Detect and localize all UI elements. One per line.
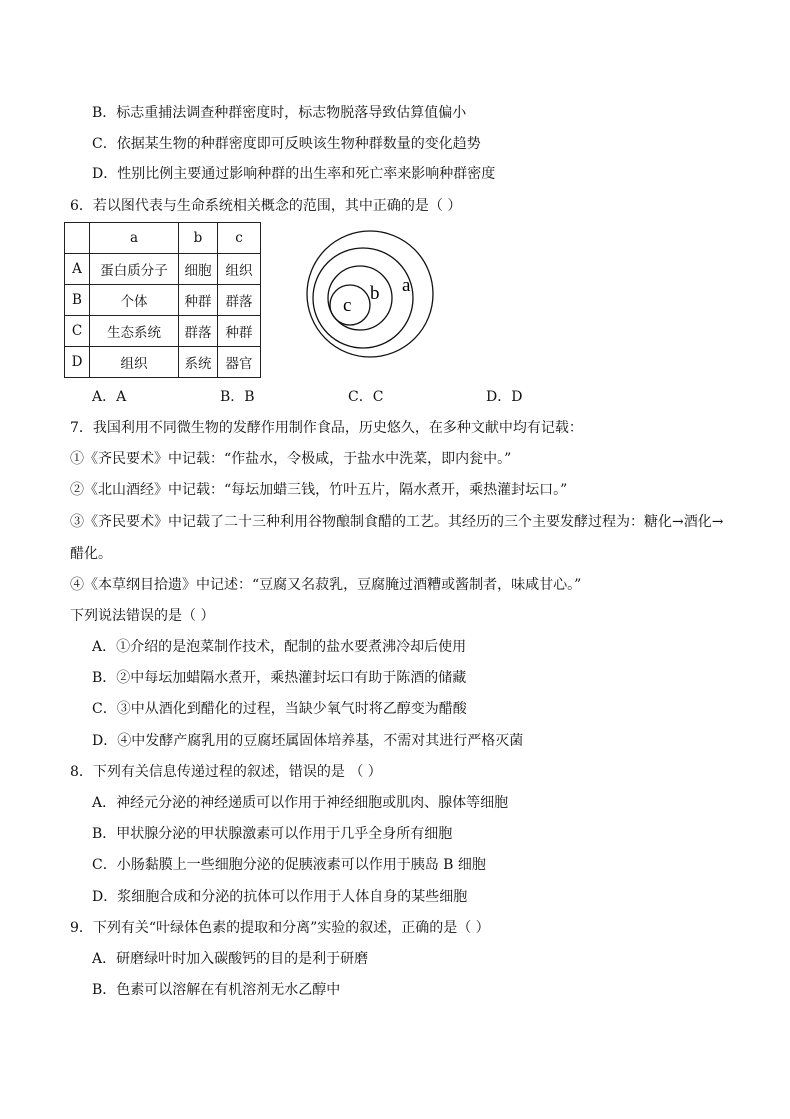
- q7-option-d: D．④中发酵产腐乳用的豆腐坯属固体培养基，不需对其进行严格灭菌: [92, 733, 524, 749]
- table-row: [65, 254, 261, 285]
- q7-item-3-continued: 醋化。: [70, 546, 112, 562]
- q7-item-4: ④《本草纲目拾遗》中记述：“豆腐又名菽乳，豆腐腌过酒糟或酱制者，味咸甘心。”: [70, 577, 582, 593]
- q9-option-a: A．研磨绿叶时加入碳酸钙的目的是利于研磨: [92, 951, 369, 967]
- q7-item-2: ②《北山酒经》中记载：“每坛加蜡三钱，竹叶五片，隔水煮开，乘热灌封坛口。”: [70, 482, 568, 498]
- table-cell: 蛋白质分子: [90, 254, 179, 285]
- q6-choice-d: D．D: [486, 389, 523, 405]
- table-cell: A: [65, 254, 90, 285]
- table-cell: 系统: [179, 347, 218, 378]
- q7-option-b: B．②中每坛加蜡隔水煮开，乘热灌封坛口有助于陈酒的储藏: [92, 670, 467, 686]
- q6-choice-a: A．A: [92, 389, 127, 405]
- q7-option-a: A．①介绍的是泡菜制作技术，配制的盐水要煮沸冷却后使用: [92, 639, 467, 655]
- table-cell: 组织: [90, 347, 179, 378]
- table-cell: 种群: [179, 285, 218, 316]
- q7-item-3: ③《齐民要术》中记载了二十三种利用谷物酿制食醋的工艺。其经历的三个主要发酵过程为：糖化→酒化→: [70, 514, 724, 530]
- q5-option-d: D．性别比例主要通过影响种群的出生率和死亡率来影响种群密度: [92, 166, 496, 182]
- q6-stem: 6．若以图代表与生命系统相关概念的范围，其中正确的是（ ）: [70, 198, 462, 214]
- q7-stem: 7．我国利用不同微生物的发酵作用制作食品，历史悠久，在多种文献中均有记载：: [70, 420, 583, 436]
- q8-option-d: D．浆细胞合成和分泌的抗体可以作用于人体自身的某些细胞: [92, 889, 468, 905]
- q8-stem: 8．下列有关信息传递过程的叙述，错误的是 （ ）: [70, 764, 382, 780]
- table-cell: 组织: [218, 254, 261, 285]
- table-cell: 种群: [218, 316, 261, 347]
- table-cell: B: [65, 285, 90, 316]
- table-cell: D: [65, 347, 90, 378]
- q7-item-1: ①《齐民要术》中记载：“作盐水，令极咸，于盐水中洗菜，即内瓮中。”: [70, 451, 512, 467]
- table-cell: 群落: [218, 285, 261, 316]
- table-header-a: a: [90, 223, 179, 254]
- q8-option-a: A．神经元分泌的神经递质可以作用于神经细胞或肌肉、腺体等细胞: [92, 795, 509, 811]
- q8-option-b: B．甲状腺分泌的甲状腺激素可以作用于几乎全身所有细胞: [92, 826, 453, 842]
- table-cell: [65, 223, 90, 254]
- table-row: [65, 285, 261, 316]
- label-b: b: [370, 283, 380, 304]
- table-cell: 细胞: [179, 254, 218, 285]
- table-cell: 生态系统: [90, 316, 179, 347]
- q5-option-b: B．标志重捕法调查种群密度时，标志物脱落导致估算值偏小: [92, 105, 467, 121]
- table-cell: C: [65, 316, 90, 347]
- q7-option-c: C．③中从酒化到醋化的过程，当缺少氧气时将乙醇变为醋酸: [92, 701, 467, 717]
- q9-stem: 9．下列有关“叶绿体色素的提取和分离”实验的叙述，正确的是（ ）: [70, 920, 490, 936]
- label-c: c: [343, 295, 352, 316]
- table-header-b: b: [179, 223, 218, 254]
- q5-option-c: C．依据某生物的种群密度即可反映该生物种群数量的变化趋势: [92, 136, 481, 152]
- label-a: a: [402, 275, 411, 296]
- q6-table: [64, 222, 261, 378]
- table-header-c: c: [218, 223, 261, 254]
- q6-choice-c: C．C: [348, 389, 384, 405]
- q7-question: 下列说法错误的是（ ）: [70, 608, 215, 624]
- table-cell: 器官: [218, 347, 261, 378]
- q6-choice-b: B．B: [220, 389, 255, 405]
- q8-option-c: C．小肠黏膜上一些细胞分泌的促胰液素可以作用于胰岛 B 细胞: [92, 857, 486, 873]
- table-row: [65, 316, 261, 347]
- table-header-row: [65, 223, 261, 254]
- table-row: [65, 347, 261, 378]
- nested-circles-diagram: [305, 223, 437, 365]
- table-cell: 个体: [90, 285, 179, 316]
- q6-choices: [92, 386, 552, 404]
- q9-option-b: B．色素可以溶解在有机溶剂无水乙醇中: [92, 982, 341, 998]
- table-cell: 群落: [179, 316, 218, 347]
